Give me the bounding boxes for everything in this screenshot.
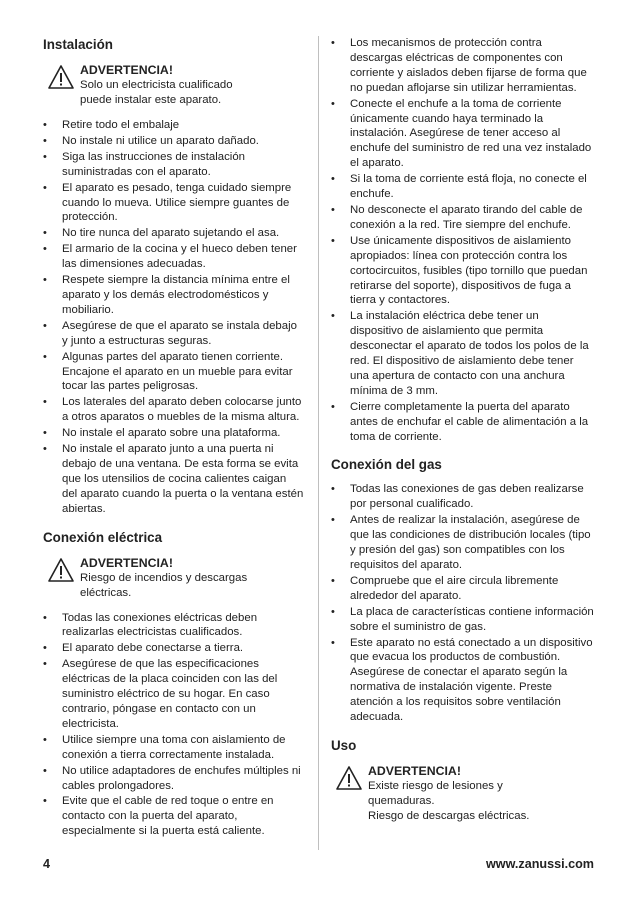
list-item: • Antes de realizar la instalación, asegúrese de que las condiciones de distribución locales (tipo y presión del gas) son compatibles con los requisitos del aparato.	[331, 513, 595, 573]
list-item: • La placa de características contiene información sobre el suministro de gas.	[331, 605, 595, 635]
list-instalacion	[43, 118, 304, 517]
warning-title: ADVERTENCIA!	[80, 555, 173, 570]
list-item: • No instale el aparato sobre una plataforma.	[43, 426, 304, 441]
warning-title: ADVERTENCIA!	[368, 763, 461, 778]
list-item: • Si la toma de corriente está floja, no conecte el enchufe.	[331, 172, 595, 202]
warning-box-instalacion	[43, 62, 304, 108]
page-number: 4	[43, 857, 51, 871]
list-item: • La instalación eléctrica debe tener un dispositivo de aislamiento que permita desconectar el aparato de todos los polos de la red. El dispositivo de aislamiento debe tener una apertura de contacto con una anchura mínima de 3 mm.	[331, 309, 595, 398]
list-item: • Conecte el enchufe a la toma de corriente únicamente cuando haya terminado la instalación. Asegúrese de tener acceso al enchufe del suministro de red una vez instalado el aparato.	[331, 97, 595, 172]
warning-title: ADVERTENCIA!	[80, 63, 173, 77]
section-title-instalacion: Instalación	[43, 37, 113, 52]
list-item: • Este aparato no está conectado a un dispositivo que evacua los productos de combustión. Asegúrese de conectar el aparato según la normativa de instalación vigente. Preste atención a los requisitos sobre ventilación adecuada.	[331, 636, 595, 725]
list-item: • Respete siempre la distancia mínima entre el aparato y los demás electrodomésticos y mobiliario.	[43, 273, 304, 318]
list-item: • Los mecanismos de protección contra descargas eléctricas de componentes con corriente y aislados deben fijarse de forma que no puedan aflojarse sin utilizar herramientas.	[331, 36, 595, 96]
list-item: • Todas las conexiones de gas deben realizarse por personal cualificado.	[331, 482, 595, 512]
list-item: • No instale el aparato junto a una puerta ni debajo de una ventana. De esta forma se evita que los utensilios de cocina calientes caigan del aparato cuando la puerta o la ventana estén abiertas.	[43, 442, 304, 517]
list-item: • No tire nunca del aparato sujetando el asa.	[43, 226, 304, 241]
section-title-conexion-electrica: Conexión eléctrica	[43, 529, 163, 545]
left-column	[43, 36, 304, 840]
warning-text: Riesgo de incendios y descargas eléctricas.	[80, 571, 248, 599]
list-item: • Siga las instrucciones de instalación suministradas con el aparato.	[43, 150, 304, 180]
list-item: • Compruebe que el aire circula libremente alrededor del aparato.	[331, 574, 595, 604]
column-divider	[318, 36, 319, 850]
list-item: • Use únicamente dispositivos de aislamiento apropiados: línea con protección contra los cortocircuitos, fusibles (tipo tornillo que puedan retirarse del soporte), dispositivos de fuga a tierra y contactores.	[331, 234, 595, 309]
warning-triangle-icon	[335, 765, 363, 791]
list-item: • Los laterales del aparato deben colocarse junto a otros aparatos o muebles de la misma altura.	[43, 395, 304, 425]
list-item: • Asegúrese de que el aparato se instala debajo y junto a estructuras seguras.	[43, 319, 304, 349]
list-item: • Todas las conexiones eléctricas deben realizarlas electricistas cualificados.	[43, 611, 304, 641]
section-title-conexion-gas: Conexión del gas	[331, 457, 442, 473]
list-item: • No desconecte el aparato tirando del cable de conexión a la red. Tire siempre del enchufe.	[331, 203, 595, 233]
list-item: • El armario de la cocina y el hueco deben tener las dimensiones adecuadas.	[43, 242, 304, 272]
list-conexion-electrica	[43, 611, 304, 840]
warning-box-conexion-electrica	[43, 555, 304, 601]
list-item: • No utilice adaptadores de enchufes múltiples ni cables prolongadores.	[43, 764, 304, 794]
warning-text: Solo un electricista cualificado puede instalar este aparato.	[80, 79, 233, 106]
list-item: • Retire todo el embalaje	[43, 118, 304, 133]
list-item: • Algunas partes del aparato tienen corriente. Encajone el aparato en un mueble para evitar tocar las partes peligrosas.	[43, 350, 304, 395]
list-item: • No instale ni utilice un aparato dañado.	[43, 134, 304, 149]
warning-triangle-icon	[47, 557, 75, 583]
list-item: • Evite que el cable de red toque o entre en contacto con la puerta del aparato, especialmente si la puerta está caliente.	[43, 794, 304, 839]
warning-triangle-icon	[47, 64, 75, 90]
list-conexion-gas	[331, 482, 595, 725]
list-conexion-electrica-continued	[331, 36, 595, 444]
warning-box-uso	[331, 763, 595, 824]
right-column	[331, 36, 595, 834]
list-item: • El aparato debe conectarse a tierra.	[43, 641, 304, 656]
warning-text: Existe riesgo de lesiones y quemaduras. Riesgo de descargas eléctricas.	[368, 779, 530, 822]
website-link[interactable]: www.zanussi.com	[485, 857, 594, 871]
list-item: • Cierre completamente la puerta del aparato antes de enchufar el cable de alimentación a la toma de corriente.	[331, 400, 595, 445]
list-item: • Utilice siempre una toma con aislamiento de conexión a tierra correctamente instalada.	[43, 733, 304, 763]
list-item: • El aparato es pesado, tenga cuidado siempre cuando lo mueva. Utilice siempre guantes de protección.	[43, 181, 304, 226]
list-item: • Asegúrese de que las especificaciones eléctricas de la placa coinciden con las del suministro eléctrico de su hogar. En caso contrario, póngase en contacto con un electricista.	[43, 657, 304, 732]
section-title-uso: Uso	[331, 737, 357, 753]
